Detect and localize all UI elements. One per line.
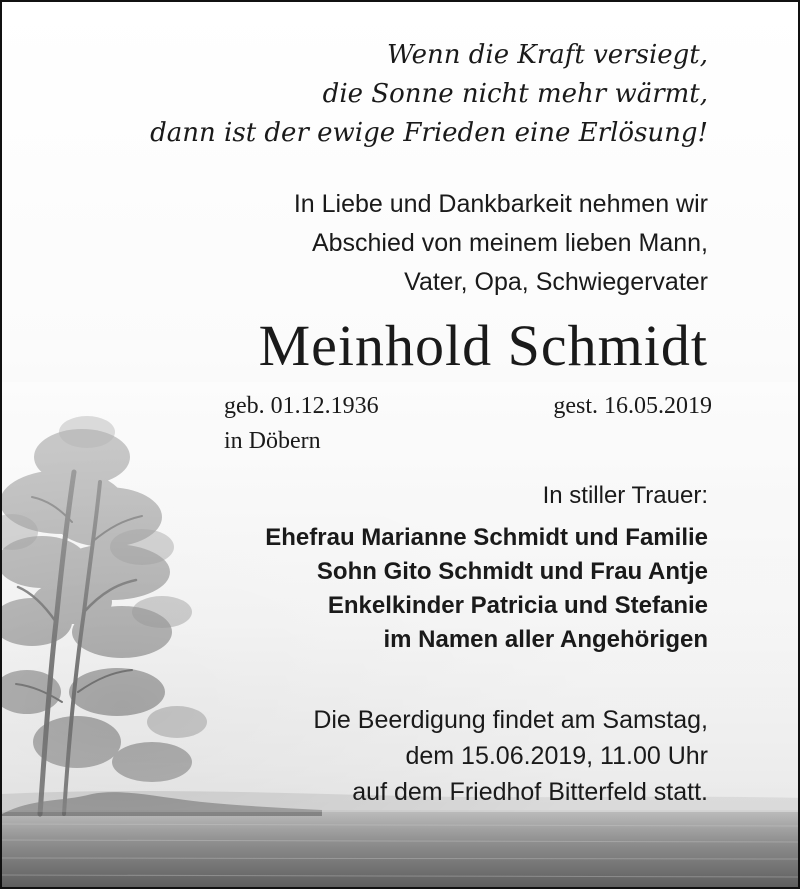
funeral-line: auf dem Friedhof Bitterfeld statt. <box>352 778 708 806</box>
poem-verse <box>150 36 708 153</box>
mourner-line: Sohn Gito Schmidt und Frau Antje <box>316 558 708 585</box>
death-date: gest. 16.05.2019 <box>553 393 712 419</box>
birthplace: in Döbern <box>224 428 321 454</box>
mourning-heading: In stiller Trauer: <box>542 482 708 509</box>
mourner-line: Ehefrau Marianne Schmidt und Familie <box>265 524 708 551</box>
mourners-list <box>265 521 708 657</box>
poem-line: dann ist der ewige Frieden eine Erlösung! <box>150 118 708 148</box>
poem-line: Wenn die Kraft versiegt, <box>387 40 708 70</box>
deceased-name: Meinhold Schmidt <box>258 313 708 378</box>
poem-line: die Sonne nicht mehr wärmt, <box>322 79 708 109</box>
mourner-line: im Namen aller Angehörigen <box>383 626 708 653</box>
intro-line: Vater, Opa, Schwiegervater <box>404 268 708 296</box>
funeral-details <box>313 702 708 810</box>
intro-line: Abschied von meinem lieben Mann, <box>311 229 708 257</box>
funeral-line: Die Beerdigung findet am Samstag, <box>313 706 708 734</box>
intro-line: In Liebe und Dankbarkeit nehmen wir <box>293 190 708 218</box>
mourner-line: Enkelkinder Patricia und Stefanie <box>327 592 708 619</box>
farewell-intro <box>294 185 708 302</box>
funeral-line: dem 15.06.2019, 11.00 Uhr <box>405 742 708 770</box>
birth-date: geb. 01.12.1936 <box>224 393 379 419</box>
